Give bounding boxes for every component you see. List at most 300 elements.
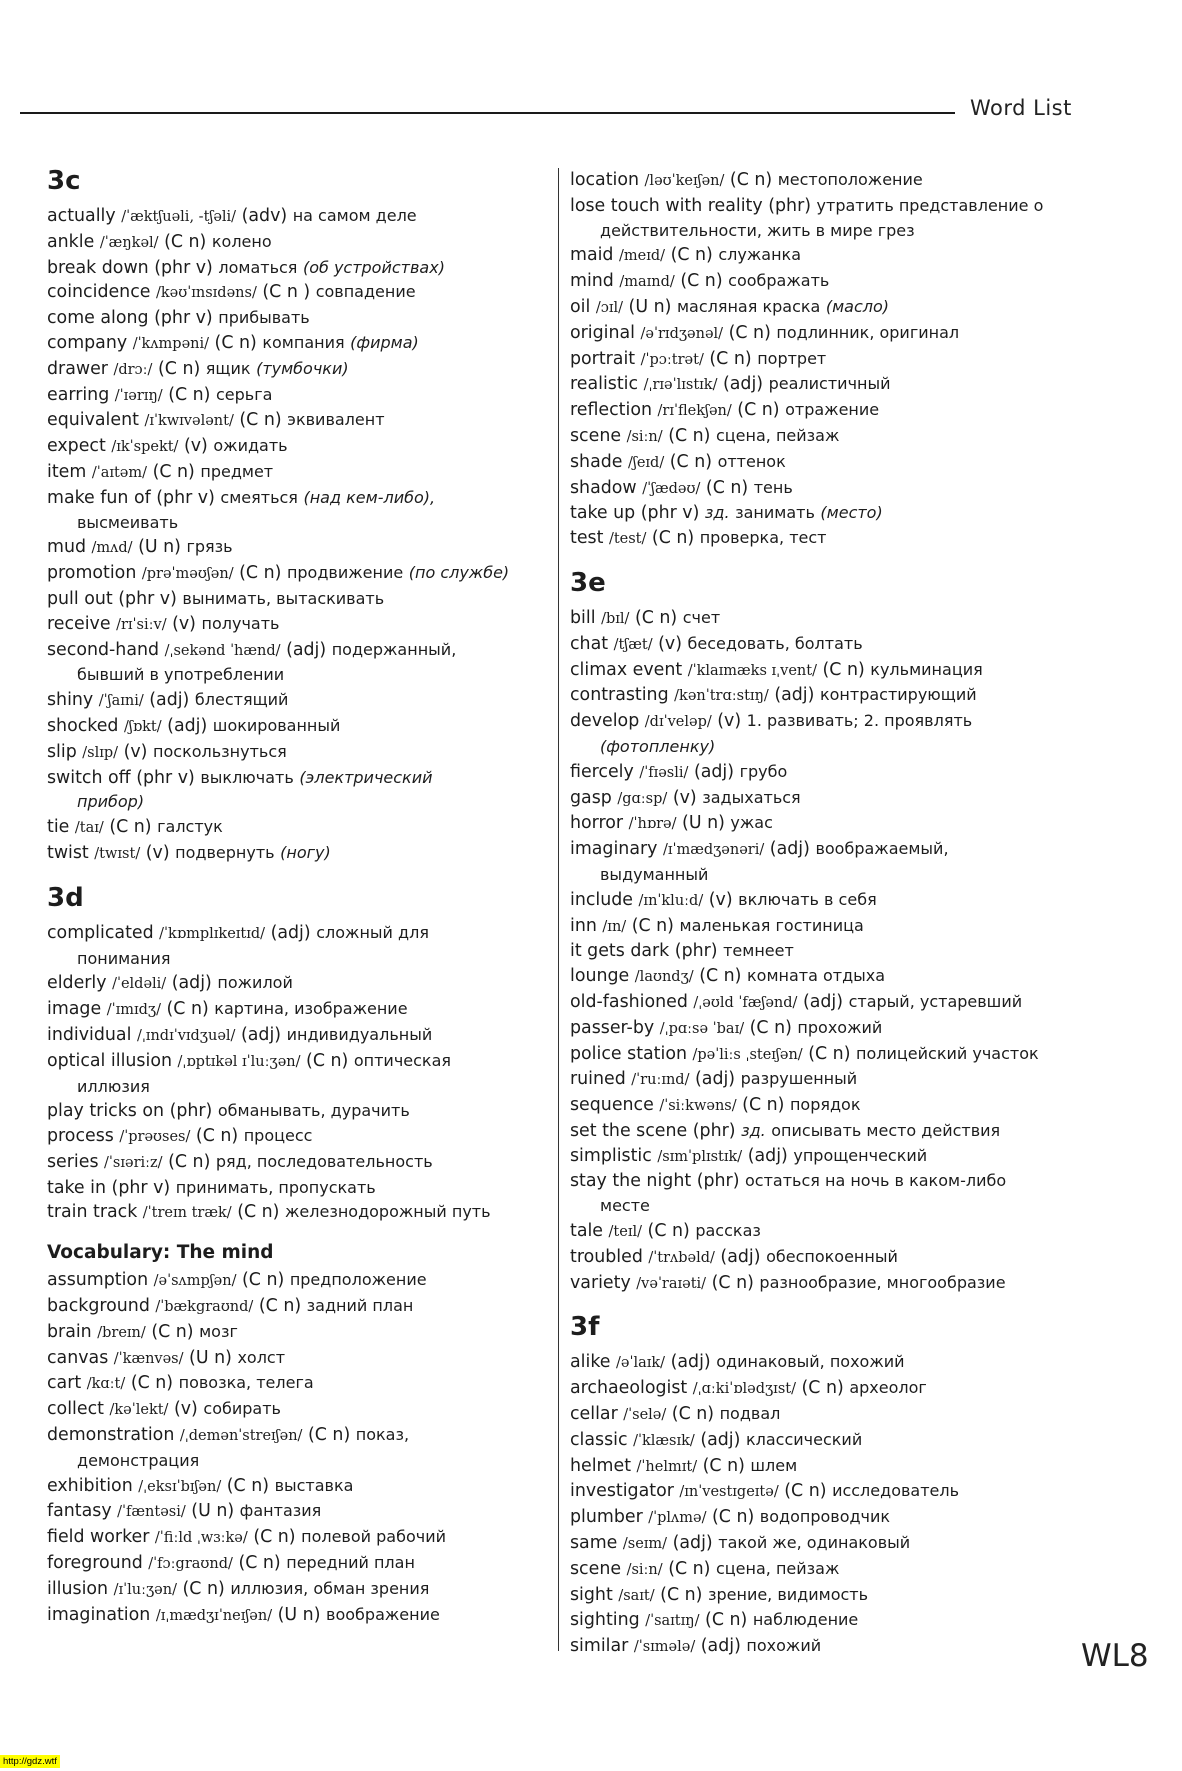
entry-phonetic: /ʃeɪd/: [628, 454, 665, 471]
entry-phonetic: /ʃɒkt/: [124, 718, 162, 735]
word-entry: [47, 921, 552, 947]
entry-translation: мозг: [199, 1321, 238, 1341]
word-entry: [47, 280, 552, 306]
entry-phonetic: /ˈæŋkəl/: [99, 234, 159, 251]
entry-grammar: (C n): [195, 1126, 239, 1147]
entry-translation: тень: [753, 477, 793, 497]
entry-word: chat: [570, 633, 609, 654]
entry-grammar: (adj): [270, 922, 311, 943]
entry-grammar: (adj): [240, 1024, 282, 1045]
entry-word: twist: [47, 842, 89, 863]
section-heading: 3c: [47, 166, 81, 196]
entry-word: similar: [570, 1636, 629, 1657]
entry-note: (место): [820, 503, 883, 523]
entry-grammar: (phr v): [154, 308, 213, 329]
entry-translation: похожий: [746, 1636, 822, 1656]
entry-grammar: (phr v): [640, 503, 700, 524]
entry-grammar: (adj): [149, 690, 190, 711]
entry-translation: смеяться: [220, 487, 298, 507]
entry-phonetic: /bɪl/: [601, 610, 630, 627]
entry-phonetic: /ˌəʊld ˈfæʃənd/: [693, 994, 798, 1011]
entry-phonetic: /ˈsiːkwəns/: [659, 1098, 737, 1115]
word-entry: [570, 1531, 1130, 1557]
entry-grammar: (adj): [167, 715, 208, 736]
entry-phonetic: /ˈbækgraʊnd/: [155, 1299, 254, 1316]
entry-phonetic: /rɪˈflekʃən/: [657, 403, 732, 420]
entry-grammar: (C n): [166, 999, 209, 1020]
entry-grammar: (C n): [669, 451, 713, 472]
entry-grammar: (adj): [774, 685, 815, 706]
page-header-title: Word List: [970, 96, 1072, 120]
entry-translation: на самом деле: [292, 206, 417, 225]
entry-grammar: (C n): [668, 1558, 711, 1579]
word-entry: [47, 740, 552, 766]
entry-word: tale: [570, 1221, 604, 1242]
entry-phonetic: /vəˈraɪəti/: [636, 1275, 707, 1292]
entry-phonetic: /drɔː/: [113, 361, 153, 378]
entry-phonetic: /siːn/: [626, 1561, 663, 1578]
entry-translation: подлинник, оригинал: [776, 322, 960, 342]
entry-note: (фирма): [350, 332, 419, 352]
entry-word: take in: [47, 1177, 107, 1198]
entry-continuation: [570, 735, 1130, 760]
word-entry: [570, 760, 1130, 786]
entry-word: come along: [47, 308, 149, 329]
entry-phonetic: /ˈfɔːgraʊnd/: [148, 1556, 233, 1573]
entry-phonetic: /əˈsʌmpʃən/: [153, 1273, 237, 1290]
entry-translation: подвернуть: [175, 842, 275, 862]
entry-grammar: (v): [123, 741, 148, 762]
entry-grammar: (C n): [238, 1553, 281, 1574]
entry-phonetic: /meɪd/: [619, 248, 666, 265]
entry-translation: ряд, последовательность: [215, 1151, 433, 1171]
word-entry: [570, 501, 1130, 526]
entry-word: promotion: [47, 563, 137, 584]
entry-note: (масло): [825, 296, 890, 316]
entry-grammar: (C n ): [262, 282, 311, 303]
entry-word: realistic: [570, 374, 639, 395]
entry-word: train track: [47, 1202, 138, 1223]
word-entry: [570, 1144, 1130, 1170]
entry-word: same: [570, 1533, 618, 1554]
entry-grammar: (C n): [749, 1017, 792, 1038]
entry-translation: комната отдыха: [746, 966, 886, 986]
entry-grammar: (v): [708, 889, 733, 910]
entry-phonetic: /kənˈtrɑːstɪŋ/: [674, 688, 769, 705]
entry-word: location: [570, 170, 640, 190]
entry-phonetic: /ˌsekənd ˈhænd/: [164, 642, 281, 659]
entry-translation: передний план: [286, 1553, 415, 1573]
entry-translation: водопроводчик: [759, 1507, 891, 1527]
entry-translation: воображаемый,: [815, 839, 949, 859]
entry-continuation: [47, 947, 552, 972]
word-entry: [47, 460, 552, 486]
entry-note: (тумбочки): [256, 358, 349, 378]
entry-grammar: (adj): [695, 1069, 736, 1090]
entry-grammar: (C n): [699, 966, 742, 987]
entry-grammar: (v): [145, 842, 170, 863]
word-entry: [570, 194, 1130, 219]
entry-word: elderly: [47, 973, 107, 994]
word-entry: [570, 1505, 1130, 1531]
entry-translation: прохожий: [797, 1017, 883, 1037]
entry-grammar: (U n): [682, 813, 725, 834]
entry-translation: масляная краска: [676, 296, 821, 316]
entry-grammar: (C n): [130, 1373, 174, 1394]
word-entry: [570, 964, 1130, 990]
entry-translation: предположение: [289, 1270, 427, 1290]
entry-translation: кульминация: [870, 659, 983, 679]
entry-grammar: (C n): [253, 1527, 296, 1548]
entry-grammar: (C n): [711, 1272, 754, 1293]
entry-grammar: (adj): [670, 1352, 711, 1373]
entry-phonetic: /ˈselə/: [623, 1407, 667, 1424]
entry-note: (по службе): [408, 563, 510, 583]
entry-word: stay the night: [570, 1171, 692, 1192]
entry-phonetic: /ɪnˈkluːd/: [638, 892, 704, 909]
entry-grammar: (C n): [702, 1455, 745, 1476]
entry-word: inn: [570, 915, 597, 936]
entry-grammar: (adj): [693, 761, 735, 782]
entry-word: process: [47, 1126, 114, 1147]
entry-note: (над кем-либо),: [303, 487, 436, 507]
entry-word: gasp: [570, 787, 612, 808]
entry-word: exhibition: [47, 1475, 133, 1496]
entry-translation: полицейский участок: [856, 1043, 1039, 1063]
entry-translation: отражение: [785, 400, 880, 420]
entry-translation: разрушенный: [740, 1069, 858, 1089]
entry-grammar: (phr v): [156, 487, 215, 508]
entry-word: plumber: [570, 1507, 643, 1528]
entry-translation: принимать, пропускать: [175, 1177, 376, 1197]
word-entry: [570, 786, 1130, 812]
entry-word: fantasy: [47, 1501, 112, 1522]
entry-word: switch off: [47, 767, 131, 788]
entry-word: include: [570, 889, 634, 910]
entry-grammar: (C n): [671, 1404, 715, 1425]
entry-phonetic: /tʃæt/: [613, 636, 653, 653]
entry-grammar: (phr v): [118, 588, 177, 609]
entry-translation: остаться на ночь в каком-либо: [745, 1171, 1007, 1191]
word-entry: [47, 587, 552, 612]
entry-grammar: (C n): [709, 348, 752, 369]
word-entry: [570, 1454, 1130, 1480]
entry-phonetic: /ˈfæntəsi/: [117, 1504, 186, 1521]
entry-translation: картина, изображение: [214, 999, 408, 1019]
entry-grammar: (adj): [802, 991, 844, 1012]
entry-translation: серьга: [216, 384, 273, 404]
entry-translation: разнообразие, многообразие: [759, 1272, 1006, 1292]
entry-grammar: (C n): [668, 425, 711, 446]
entry-grammar: (adj): [769, 839, 810, 860]
entry-grammar: (adj): [720, 1246, 761, 1267]
section-heading: 3f: [570, 1312, 600, 1343]
word-entry: [570, 1634, 1130, 1660]
word-entry: [570, 1093, 1130, 1119]
word-entry: [570, 321, 1130, 347]
entry-grammar: (C n): [631, 915, 674, 936]
entry-phonetic: /ɔɪl/: [595, 299, 624, 316]
entry-grammar: (v): [173, 1399, 198, 1420]
entry-translation: высмеивать: [77, 512, 179, 532]
entry-phonetic: /ɪn/: [602, 918, 627, 935]
entry-phonetic: /mʌd/: [91, 540, 133, 557]
word-entry: [570, 709, 1130, 735]
word-entry: [47, 256, 552, 281]
entry-phonetic: /ˈʃaɪni/: [98, 693, 144, 710]
entry-translation: демонстрация: [77, 1450, 200, 1470]
entry-word: mud: [47, 537, 87, 558]
entry-translation: сложный для: [316, 922, 429, 942]
entry-word: slip: [47, 741, 77, 762]
entry-grammar: (C n): [737, 400, 780, 421]
entry-phonetic: /ˈɪərɪŋ/: [114, 387, 163, 404]
entry-phonetic: /kəˈlekt/: [109, 1402, 169, 1419]
entry-continuation: [570, 863, 1130, 888]
entry-phonetic: /ˈhelmɪt/: [636, 1458, 698, 1475]
entry-grammar: (C n): [634, 607, 678, 628]
entry-translation: описывать место действия: [771, 1120, 1001, 1140]
entry-word: ankle: [47, 231, 95, 252]
entry-word: reflection: [570, 400, 652, 421]
entry-phonetic: /ˈʃædəʊ/: [642, 480, 701, 497]
entry-grammar: (C n): [239, 563, 282, 584]
word-entry: [47, 1124, 552, 1150]
entry-phonetic: /ˌeksɪˈbɪʃən/: [138, 1478, 222, 1495]
entry-word: optical illusion: [47, 1050, 172, 1071]
entry-word: it gets dark: [570, 941, 670, 962]
entry-translation: включать в себя: [738, 889, 877, 909]
entry-phonetic: /ˌɪndɪˈvɪdʒuəl/: [136, 1027, 236, 1044]
word-entry: [47, 486, 552, 511]
entry-grammar: (adj): [286, 639, 327, 660]
entry-word: cart: [47, 1373, 82, 1394]
word-entry: [47, 997, 552, 1023]
entry-word: bill: [570, 607, 596, 628]
entry-word: company: [47, 332, 128, 353]
entry-translation: процесс: [243, 1126, 313, 1146]
entry-translation: ожидать: [213, 436, 288, 456]
word-entry: [570, 1428, 1130, 1454]
entry-phonetic: /ˈtrʌbəld/: [648, 1249, 715, 1266]
word-entry: [570, 632, 1130, 658]
entry-translation: старый, устаревший: [848, 991, 1023, 1011]
word-entry: [570, 1608, 1130, 1634]
entry-translation: шокированный: [212, 715, 341, 735]
word-entry: [570, 372, 1130, 398]
word-entry: [47, 1099, 552, 1124]
entry-grammar: (C n): [660, 1584, 703, 1605]
entry-word: climax event: [570, 659, 683, 680]
section-heading: 3e: [570, 567, 606, 598]
entry-phonetic: /ɪˈkwɪvələnt/: [144, 413, 234, 430]
entry-grammar: (U n): [191, 1501, 235, 1522]
entry-word: mind: [570, 271, 614, 292]
entry-word: contrasting: [570, 685, 669, 706]
word-entry: [47, 766, 552, 791]
entry-phonetic: /ˈklæsɪk/: [633, 1432, 695, 1449]
word-entry: [47, 1320, 552, 1346]
entry-word: develop: [570, 711, 640, 732]
entry-grammar: (C n): [306, 1050, 349, 1071]
entry-grammar: (C n): [705, 1610, 748, 1631]
entry-grammar: (phr): [696, 1171, 740, 1192]
entry-translation: порядок: [789, 1095, 861, 1115]
entry-translation: месте: [600, 1196, 650, 1216]
entry-word: passer-by: [570, 1017, 655, 1038]
word-entry: [570, 811, 1130, 837]
entry-continuation: [47, 511, 552, 536]
entry-note: зд.: [741, 1120, 766, 1140]
entry-translation: шлем: [750, 1455, 798, 1475]
section-heading: 3d: [47, 882, 84, 913]
entry-phonetic: /ˈkɒmplɪkeɪtɪd/: [159, 925, 266, 942]
entry-grammar: (adj): [700, 1636, 741, 1657]
entry-translation: понимания: [77, 948, 171, 968]
entry-word: actually: [47, 206, 116, 226]
word-entry: [47, 408, 552, 434]
entry-translation: упрощенческий: [793, 1145, 928, 1165]
entry-translation: контрастирующий: [819, 685, 977, 705]
entry-translation: служанка: [718, 245, 801, 265]
word-entry: [570, 606, 1130, 632]
entry-phonetic: /siːn/: [626, 428, 663, 445]
word-entry: [47, 1551, 552, 1577]
entry-phonetic: /ɪnˈvestɪgeɪtə/: [679, 1484, 779, 1501]
entry-continuation: [47, 663, 552, 688]
entry-phonetic: /ɪkˈspekt/: [111, 439, 179, 456]
entry-word: equivalent: [47, 410, 139, 431]
entry-word: ruined: [570, 1069, 626, 1090]
entry-word: helmet: [570, 1455, 632, 1476]
entry-translation: блестящий: [194, 690, 289, 710]
word-entry: [570, 658, 1130, 684]
entry-word: shiny: [47, 690, 94, 711]
entry-phonetic: /ɪˈluːʒən/: [113, 1581, 177, 1598]
entry-word: police station: [570, 1043, 687, 1064]
entry-continuation: [47, 1075, 552, 1100]
entry-translation: занимать: [735, 503, 815, 523]
word-entry: [47, 971, 552, 997]
word-entry: [47, 1423, 552, 1449]
entry-phonetic: /rɪˈsiːv/: [116, 616, 167, 633]
word-entry: [570, 347, 1130, 373]
entry-phonetic: /ˈkænvəs/: [113, 1350, 184, 1367]
entry-phonetic: /breɪn/: [97, 1324, 146, 1341]
word-entry: [570, 888, 1130, 914]
entry-phonetic: /sɪmˈplɪstɪk/: [657, 1148, 743, 1165]
entry-word: play tricks on: [47, 1101, 165, 1122]
entry-grammar: (v): [717, 711, 742, 732]
word-entry: [570, 1402, 1130, 1428]
entry-word: fiercely: [570, 761, 634, 782]
entry-phonetic: /maɪnd/: [619, 274, 675, 291]
entry-phonetic: /test/: [608, 531, 647, 548]
entry-grammar: (C n): [258, 1296, 302, 1317]
entry-word: alike: [570, 1352, 611, 1373]
entry-translation: иллюзия, обман зрения: [230, 1578, 430, 1598]
entry-word: item: [47, 461, 87, 482]
entry-word: take up: [570, 503, 636, 524]
entry-word: demonstration: [47, 1425, 175, 1446]
entry-grammar: (C n): [801, 1378, 844, 1399]
entry-word: field worker: [47, 1527, 150, 1548]
right-column: [570, 168, 1130, 1660]
entry-translation: галстук: [157, 817, 223, 837]
entry-translation: исследователь: [832, 1481, 960, 1501]
entry-translation: получать: [201, 613, 280, 633]
entry-translation: задний план: [306, 1296, 414, 1316]
entry-word: tie: [47, 817, 70, 838]
source-watermark: http://gdz.wtf: [0, 1755, 60, 1768]
entry-grammar: (C n): [226, 1475, 270, 1496]
word-entry: [47, 612, 552, 638]
entry-continuation: [570, 219, 1130, 244]
entry-grammar: (C n): [182, 1578, 225, 1599]
entry-translation: зрение, видимость: [707, 1584, 869, 1604]
entry-translation: рассказ: [695, 1221, 761, 1241]
entry-translation: реалистичный: [768, 374, 891, 394]
entry-translation: темнеет: [723, 941, 794, 961]
word-entry: [570, 1169, 1130, 1194]
entry-note: прибор): [77, 792, 145, 812]
entry-phonetic: /ˌɑːkiˈɒlədʒɪst/: [692, 1381, 796, 1398]
column-divider: [558, 168, 559, 1651]
word-entry: [570, 1479, 1130, 1505]
entry-grammar: (C n): [822, 659, 865, 680]
entry-word: pull out: [47, 588, 113, 609]
entry-translation: 1. развивать; 2. проявлять: [746, 711, 973, 731]
entry-translation: прибывать: [218, 308, 310, 328]
entry-word: portrait: [570, 348, 636, 369]
entry-translation: такой же, одинаковый: [718, 1533, 911, 1553]
entry-translation: задыхаться: [702, 787, 801, 807]
entry-grammar: (adv): [241, 206, 288, 226]
entry-phonetic: /saɪt/: [618, 1587, 655, 1604]
entry-grammar: (C n): [742, 1095, 785, 1116]
entry-word: series: [47, 1151, 99, 1172]
entry-translation: выставка: [274, 1475, 354, 1495]
entry-word: investigator: [570, 1481, 674, 1502]
entry-word: archaeologist: [570, 1378, 688, 1399]
word-entry: [47, 357, 552, 383]
entry-phonetic: /ˈpɔːtrət/: [640, 351, 704, 368]
entry-grammar: (C n): [808, 1043, 851, 1064]
entry-word: make fun of: [47, 487, 151, 508]
word-entry: [570, 424, 1130, 450]
entry-grammar: (U n): [277, 1604, 321, 1625]
entry-translation: местоположение: [777, 170, 923, 189]
entry-word: lose touch with reality: [570, 195, 763, 216]
entry-word: shocked: [47, 715, 119, 736]
entry-word: scene: [570, 1558, 622, 1579]
entry-translation: пожилой: [217, 973, 293, 993]
entry-translation: полевой рабочий: [301, 1527, 446, 1547]
word-entry: [47, 306, 552, 331]
entry-translation: бывший в употреблении: [77, 665, 285, 685]
entry-note: зд.: [704, 503, 730, 523]
entry-grammar: (C n): [151, 1321, 194, 1342]
entry-translation: вынимать, вытаскивать: [182, 588, 385, 608]
subsection-heading: Vocabulary: The mind: [47, 1242, 274, 1264]
entry-translation: подвал: [719, 1404, 781, 1424]
entry-phonetic: /laʊndʒ/: [634, 969, 694, 986]
entry-translation: археолог: [849, 1378, 927, 1398]
word-entry: [570, 1042, 1130, 1068]
entry-phonetic: /əˈlaɪk/: [616, 1355, 666, 1372]
entry-word: sighting: [570, 1610, 640, 1631]
entry-word: shadow: [570, 477, 637, 498]
